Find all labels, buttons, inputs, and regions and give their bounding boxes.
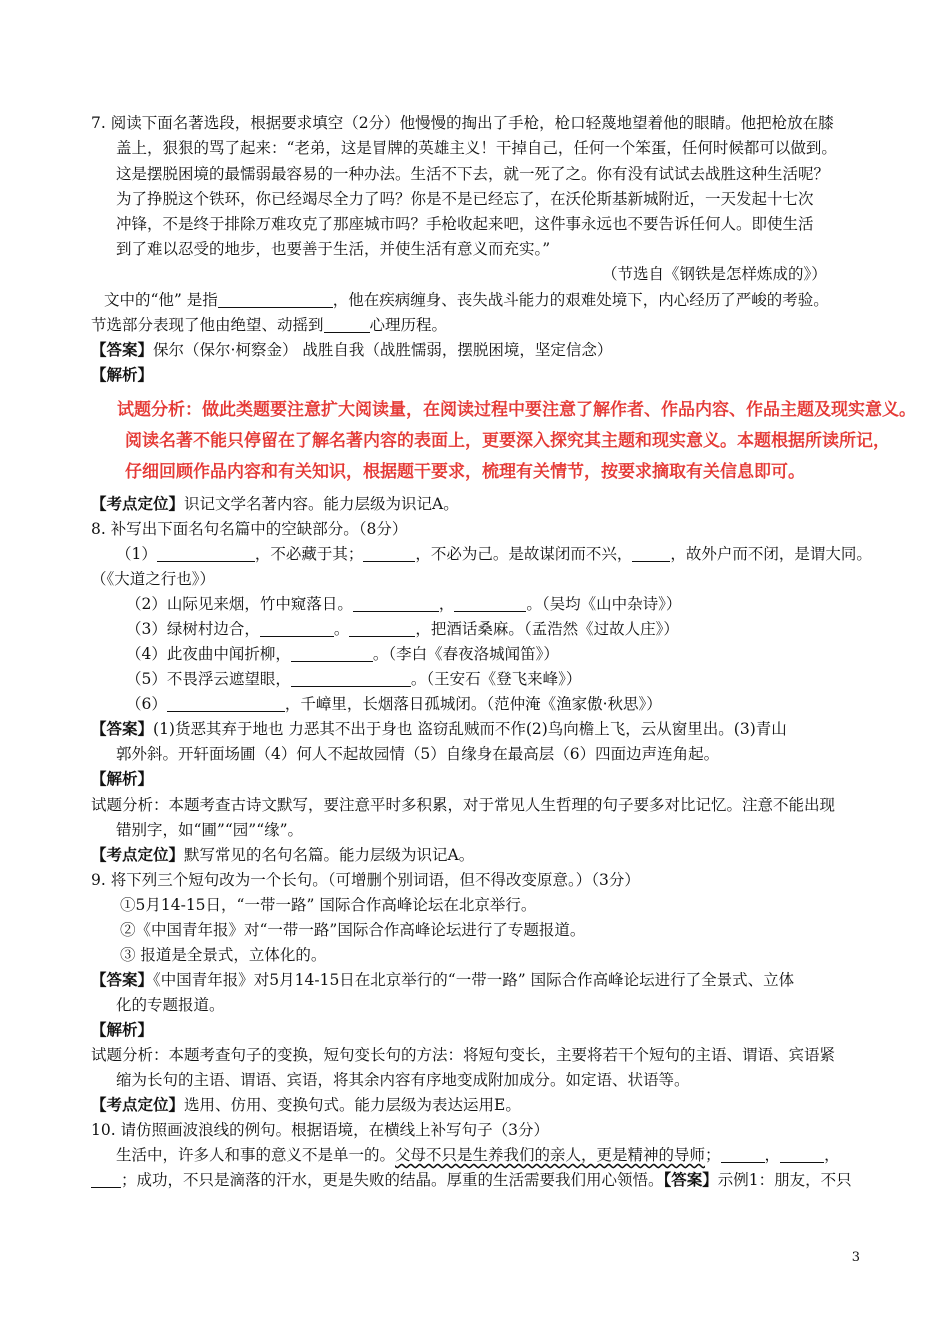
q8-item-1-source: （《大道之行也》） — [91, 570, 216, 588]
q10-wavy-example: 父母不只是生养我们的亲人，更是精神的导师 — [395, 1146, 706, 1164]
q8-blank-5[interactable] — [454, 595, 526, 612]
q10-blank-2[interactable] — [780, 1146, 824, 1163]
q7-red-analysis-3: 仔细回顾作品内容和有关知识，根据题干要求，梳理有关情节，按要求摘取有关信息即可。 — [125, 462, 805, 482]
q7-prompt-a: 文中的“他” 是指 — [104, 291, 218, 309]
q9-sentence-1: ①5月14-15日，“一带一路” 国际合作高峰论坛在北京举行。 — [120, 896, 537, 914]
q8-item-2 — [126, 592, 681, 616]
q9-answer-tag: 【答案】 — [91, 970, 154, 989]
q8-blank-1[interactable] — [157, 545, 255, 562]
q8-i1-text-b: ，不必藏于其； — [254, 545, 364, 563]
q9-title: 9. 将下列三个短句改为一个长句。（可增删个别词语，但不得改变原意。）（3分） — [91, 871, 640, 889]
q7-prompt-line-2 — [91, 313, 447, 337]
q7-source: （节选自《钢铁是怎样炼成的》） — [602, 265, 827, 283]
q9-kaodian-tag: 【考点定位】 — [91, 1095, 185, 1114]
q8-answer-tag: 【答案】 — [91, 719, 154, 738]
q8-i1-text-c: ，不必为己。是故谋闭而不兴， — [415, 545, 633, 563]
q9-analysis-2: 缩为长句的主语、谓语、宾语，将其余内容有序地变成附加成分。如定语、状语等。 — [116, 1071, 690, 1089]
q8-i2-text-b: ， — [438, 595, 455, 613]
q9-sentence-2: ②《中国青年报》对“一带一路”国际合作高峰论坛进行了专题报道。 — [120, 921, 586, 939]
q8-i3-text-c: ，把酒话桑麻。（孟浩然《过故人庄》） — [415, 620, 679, 638]
q8-answer-text-2: 郭外斜。开轩面场圃（4）何人不起故园情（5）自缘身在最高层（6）四面边声连角起。 — [116, 745, 720, 763]
q10-line-2-text: ；成功，不只是滴落的汗水，更是失败的结晶。厚重的生活需要我们用心领悟。 — [121, 1171, 664, 1189]
q8-i6-text-b: ，千嶂里，长烟落日孤城闭。（范仲淹《渔家傲·秋思》） — [284, 695, 662, 713]
q8-i4-text-b: 。（李白《春夜洛城闻笛》） — [372, 645, 559, 663]
q7-answer-text: 保尔（保尔·柯察金） 战胜自我（战胜懦弱，摆脱困境，坚定信念） — [153, 341, 613, 359]
q8-item-5 — [126, 667, 581, 691]
q8-kaodian — [91, 843, 474, 867]
q10-blank-1[interactable] — [721, 1146, 765, 1163]
page-number: 3 — [851, 1250, 860, 1265]
q9-answer — [91, 968, 794, 992]
q7-line-4: 为了挣脱这个铁环，你已经竭尽全力了吗？你是不是已经忘了，在沃伦斯基新城附近，一天发起十七次 — [116, 190, 814, 208]
q7-answer — [91, 338, 612, 362]
q8-blank-8[interactable] — [291, 645, 373, 662]
q8-blank-10[interactable] — [167, 695, 285, 712]
q7-prompt-c: 节选部分表现了他由绝望、动摇到 — [91, 316, 324, 334]
q7-answer-tag: 【答案】 — [91, 340, 154, 359]
q8-i3-text-b: 。 — [333, 620, 350, 638]
q8-blank-7[interactable] — [349, 620, 415, 637]
q8-answer — [91, 717, 787, 741]
q10-context: 生活中，许多人和事的意义不是单一的。 — [116, 1146, 396, 1164]
q10-blank-3[interactable] — [91, 1171, 121, 1188]
q9-kaodian-text: 选用、仿用、变换句式。能力层级为表达运用E。 — [184, 1096, 521, 1114]
q8-kaodian-text: 默写常见的名句名篇。能力层级为识记A。 — [184, 846, 475, 864]
q9-analysis-tag: 【解析】 — [91, 1020, 154, 1039]
q8-i3-text-a: （3）绿树村边合， — [126, 620, 260, 638]
q9-analysis-1: 试题分析：本题考查句子的变换，短句变长句的方法：将短句变长，主要将若干个短句的主语、谓语、宾语紧 — [91, 1046, 836, 1064]
q8-answer-text-1: (1)货恶其弃于地也 力恶其不出于身也 盗窃乱贼而不作(2)鸟向檐上飞，云从窗里出。(3)青山 — [153, 720, 787, 738]
q9-answer-text-2: 化的专题报道。 — [116, 996, 225, 1014]
q8-blank-4[interactable] — [353, 595, 439, 612]
q7-analysis-tag: 【解析】 — [91, 365, 154, 384]
q7-red-analysis-1: 试题分析：做此类题要注意扩大阅读量，在阅读过程中要注意了解作者、作品内容、作品主题及现实意义。 — [117, 400, 916, 420]
q7-kaodian-tag: 【考点定位】 — [91, 494, 185, 513]
q7-blank-1[interactable] — [218, 291, 333, 308]
q8-i1-num: （1） — [116, 545, 157, 563]
q8-analysis-1: 试题分析：本题考查古诗文默写，要注意平时多积累，对于常见人生哲理的句子要多对比记忆。注意不能出现 — [91, 796, 836, 814]
q9-kaodian — [91, 1093, 521, 1117]
q8-i5-text-a: （5）不畏浮云遮望眼， — [126, 670, 291, 688]
q10-line-2 — [91, 1168, 852, 1192]
q8-item-4 — [126, 642, 559, 666]
q8-i5-text-b: 。（王安石《登飞来峰》） — [410, 670, 582, 688]
q7-blank-2[interactable] — [324, 316, 370, 333]
q9-answer-text-1: 《中国青年报》对5月14-15日在北京举行的“一带一路” 国际合作高峰论坛进行了全景式、立体 — [153, 971, 795, 989]
q7-kaodian — [91, 492, 459, 516]
q10-sep-1: ； — [705, 1146, 721, 1164]
q9-sentence-3: ③ 报道是全景式，立体化的。 — [120, 946, 327, 964]
q8-blank-9[interactable] — [291, 670, 411, 687]
q8-i1-text-d: ，故外户而不闭，是谓大同。 — [670, 545, 872, 563]
q7-kaodian-text: 识记文学名著内容。能力层级为识记A。 — [184, 495, 459, 513]
q8-analysis-tag: 【解析】 — [91, 769, 154, 788]
q10-sep-3: ， — [824, 1146, 840, 1164]
q8-item-1 — [116, 542, 872, 566]
q8-item-6 — [126, 692, 662, 716]
q10-answer-tag: 【答案】 — [663, 1170, 718, 1189]
q7-line-3: 这是摆脱困境的最懦弱最容易的一种办法。生活不下去，就一死了之。你有没有试试去战胜这种生活呢？ — [116, 165, 830, 183]
q7-prompt-line — [104, 288, 829, 312]
q10-sep-2: ， — [764, 1146, 781, 1164]
q8-i4-text-a: （4）此夜曲中闻折柳， — [126, 645, 291, 663]
q8-kaodian-tag: 【考点定位】 — [91, 845, 185, 864]
q8-i6-num: （6） — [126, 695, 167, 713]
q8-blank-6[interactable] — [260, 620, 334, 637]
q7-line-5: 冲锋，不是终于排除万难攻克了那座城市吗？手枪收起来吧，这件事永远也不要告诉任何人。即使生活 — [116, 215, 814, 233]
q10-line-1 — [116, 1143, 840, 1167]
q10-answer-start: 示例1：朋友，不只 — [717, 1171, 852, 1189]
q7-prompt-b: ，他在疾病缠身、丧失战斗能力的艰难处境下，内心经历了严峻的考验。 — [332, 291, 829, 309]
q8-i2-text-a: （2）山际见来烟，竹中窥落日。 — [126, 595, 353, 613]
q8-blank-3[interactable] — [632, 545, 670, 562]
q7-red-analysis-2: 阅读名著不能只停留在了解名著内容的表面上，更要深入探究其主题和现实意义。本题根据所读所记， — [125, 431, 890, 451]
q8-analysis-2: 错别字，如“圃”“园”“缘”。 — [116, 821, 304, 839]
q10-title: 10. 请仿照画波浪线的例句。根据语境，在横线上补写句子（3分） — [91, 1121, 549, 1139]
q8-i2-text-c: 。（吴均《山中杂诗》） — [526, 595, 682, 613]
q8-title: 8. 补写出下面名句名篇中的空缺部分。（8分） — [91, 520, 408, 538]
q7-prompt-d: 心理历程。 — [369, 316, 448, 334]
q8-item-3 — [126, 617, 679, 641]
q7-line-2: 盖上，狠狠的骂了起来：“老弟，这是冒牌的英雄主义！干掉自己，任何一个笨蛋，任何时候都可以做到。 — [116, 139, 837, 157]
q7-line-6: 到了难以忍受的地步，也要善于生活，并使生活有意义而充实。” — [116, 240, 551, 258]
q8-blank-2[interactable] — [363, 545, 415, 562]
q7-line-1: 7. 阅读下面名著选段，根据要求填空（2分）他慢慢的掏出了手枪，枪口轻蔑地望着他的眼睛。他把枪放在膝 — [91, 114, 834, 132]
